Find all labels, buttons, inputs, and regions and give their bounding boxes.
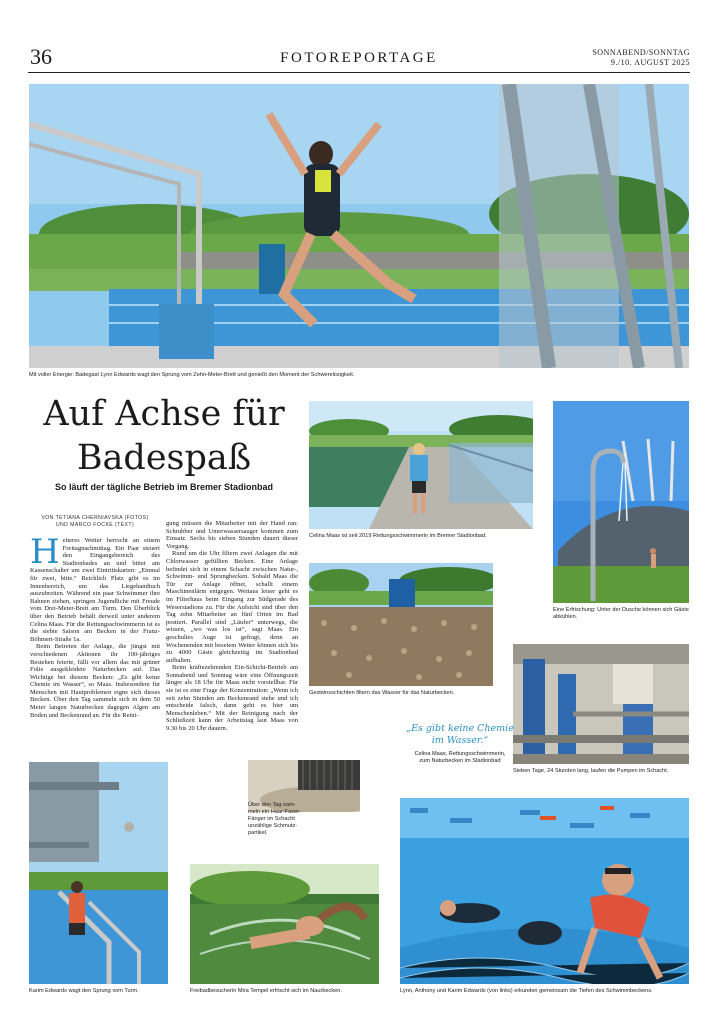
paragraph-4: Rund um die Uhr filtern zwei Anlagen die mit Chlorwasser gefüllten Becken. Eine Anlage befindet sich in einem Schacht zwischen Natur-, Schwimm- und Sprungbecken. Sobald Maas die Tür zur Anlage öffnet, schallt einem Maschinenlärm entgegen. Weitaus leiser geht es im Filterhaus beim Eingang zur Südgerade des Weserstadions zu. Für die Aufsicht sind über den Tag zehn Mitarbeiter an fünf Orten im Bad postiert. Parallel sind „Läufer“ unterwegs, die wissen, „wo was los ist“, sagt Maas. Ein geschultes Auge ist gefragt, denn an Wochenenden mit besetem Wetter können sich bis zu 4000 Gäste gleichzeitig im Stadionbad aufhalten. (166, 550, 298, 664)
pull-quote-source (398, 751, 522, 765)
pull-quote-line1: „Es gibt keine Chemie (406, 723, 514, 734)
photo-pumps (513, 644, 689, 764)
issue-date (592, 48, 690, 68)
headline-line1: Auf Achse für (43, 394, 285, 434)
caption-filter (248, 802, 338, 837)
caption-filter-line4: unzählige Schmutz- (248, 823, 298, 829)
photo-underwater (400, 798, 689, 984)
pull-quote-source-line2: zum Naturbecken im Stadionbad (419, 758, 501, 764)
photo-gravel-filter (309, 563, 493, 686)
page-number: 36 (30, 44, 52, 69)
caption-filter-line1: Über den Tag sam- (248, 802, 296, 808)
caption-pumps: Sieben Tage, 24 Stunden lang, laufen die Pumpen im Schacht. (513, 768, 669, 774)
paragraph-1 (30, 537, 160, 643)
photo-tower-jump (29, 762, 168, 984)
headline (30, 392, 298, 480)
photo-mira-tempel (190, 864, 379, 984)
caption-gravel: Gesteinsschichten filtern das Wasser für das Naturbecken. (309, 690, 455, 696)
byline-text: UND MARCO FOCKE (TEXT) (55, 522, 135, 528)
paragraph-1-text: eiteres Wetter herrscht an einem Freitagnachmittag. Ein Paar steuert den Eingangsbereich des Stadionbades an und bittet am Kassenschalter um zwei Eintrittskarten: „Einmal für zwei, bitte.“ Reichlich Platz gibt es im Innenbereich, um das Liegehandtuch auszubreiten. Während ein paar Schwimmer ihre Bahnen ziehen, springen Jugendliche mit Freude vom Drei-Meter-Brett am Turm. Den Überblick über den Betrieb behält derweil unter anderem Celina Maas. Für die Rettungsschwimmerin ist es die siebte Saison am Becken in der Franz-Böhmert-Straße 1a. (30, 537, 160, 643)
byline (30, 515, 160, 529)
section-title: FOTOREPORTAGE (280, 50, 438, 66)
headline-line2: Badespaß (76, 438, 252, 478)
caption-mira: Freibadbesucherin Mira Tempel erfrischt sich im Naurbecken. (190, 988, 342, 994)
caption-filter-line3: Fänger im Schacht (248, 816, 295, 822)
photo-celina-maas (309, 401, 533, 529)
caption-tower: Karim Edwards wagt den Sprung vom Turm. (29, 988, 139, 994)
issue-date-line1: SONNABEND/SONNTAG (592, 48, 690, 57)
issue-date-line2: 9./10. AUGUST 2025 (610, 58, 690, 67)
caption-celina: Celina Maas ist seit 2019 Rettungsschwimmerin im Bremer Stadionbad. (309, 533, 487, 539)
photo-shower (553, 401, 689, 603)
caption-underwater: Lynn, Anthony und Karim Edwards (von links) erkunden gemeinsam die Tiefen des Schwimmbeckens. (400, 988, 653, 994)
paragraph-5: Beim kräftezehrenden Ein-Schicht-Betrieb am Sonnabend und Sonntag wäre eine Öffnungszeit länger als 18 Uhr für Maas nicht vorstellbar. Für sie ist es eine Frage der Konzentration: „Wenn ich seit zehn Stunden am Beckenrand stehe und ich entscheide falsch, dann geht es hier um Menschenleben.“ Mit der Reinigung nach der Schließzeit kann der Arbeitstag laut Maas von 9.30 bis 20 Uhr dauern. (166, 664, 298, 733)
article-column-2 (166, 520, 298, 752)
caption-shower: Eine Erfrischung: Unter der Dusche können sich Gäste abkühlen. (553, 607, 689, 620)
caption-filter-line5: partikel. (248, 830, 268, 836)
article-column-1 (30, 537, 160, 752)
caption-hero: Mit voller Energie: Badegast Lynn Edwards wagt den Sprung vom Zehn-Meter-Brett und genießt den Moment der Schwerelosigkeit. (29, 372, 355, 378)
pull-quote-source-line1: Celina Maas, Rettungsschwimmerin, (414, 751, 506, 757)
header-rule (28, 72, 690, 73)
paragraph-2: Beim Betreten der Anlage, die jüngst mit verschiedenen Aktionen ihr 100-jähriges Bestehen feierte, fällt vor allem das mit grüner Folie ausgekleidete Naturbecken auf. Das Wichtige bei diesem Becken: „Es gibt keine Chemie im Wasser“, so Maas. Insbesondere für Menschen mit Hautproblemen eigne sich dieses Becken. Über den Tag sammeln sich in dem 50 Meter langen Naturbecken dagegen Algen am Boden und Beckenrand an. Für die Reini- (30, 643, 160, 719)
pull-quote-line2: im Wasser.“ (431, 735, 489, 746)
hero-photo-diver (29, 84, 689, 368)
caption-filter-line2: meln ein Haar-Faser- (248, 809, 301, 815)
drop-initial: H (30, 537, 60, 572)
pull-quote-text (398, 723, 522, 747)
subheadline: So läuft der tägliche Betrieb im Bremer Stadionbad (54, 482, 274, 492)
byline-photos: VON TETIANA CHERNIAVSKA (FOTOS) (41, 515, 149, 521)
paragraph-3: gung müssen die Mitarbeiter mit der Hand ran: Schrubber und Unterwassersauger kommen zum Einsatz. Sechs bis sieben Stunden dauert dieser Vorgang. (166, 520, 298, 550)
pull-quote (398, 723, 522, 765)
